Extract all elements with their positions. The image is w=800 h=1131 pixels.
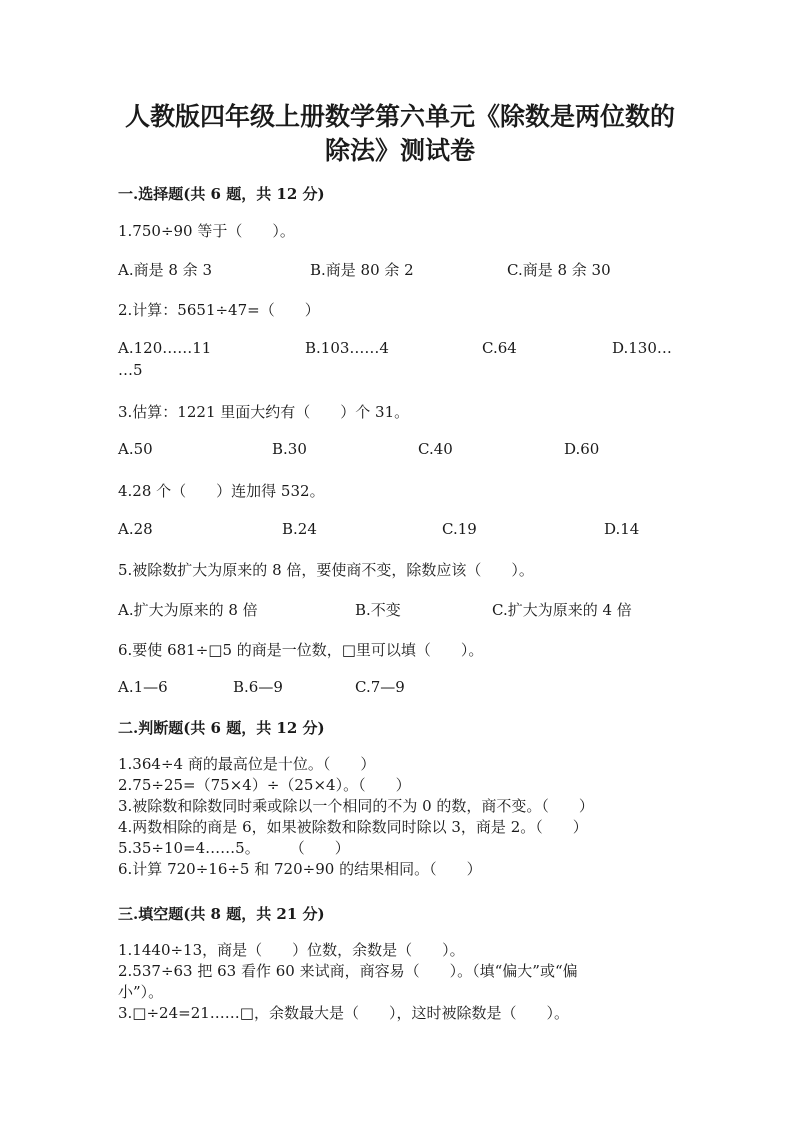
- page-title-line-1: 人教版四年级上册数学第六单元《除数是两位数的: [124, 102, 675, 131]
- section-heading-judge: 二.判断题(共 6 题，共 12 分): [118, 719, 325, 737]
- choice-question-4: 4.28 个（ ）连加得 532。: [118, 482, 325, 500]
- choice-q6-option-c: C.7—9: [355, 678, 405, 696]
- choice-question-5: 5.被除数扩大为原来的 8 倍，要使商不变，除数应该（ ）。: [118, 561, 534, 579]
- choice-q4-option-c: C.19: [442, 520, 477, 538]
- fill-list: [118, 940, 578, 1024]
- section-heading-choice: 一.选择题(共 6 题，共 12 分): [118, 185, 325, 203]
- choice-q4-option-b: B.24: [282, 520, 317, 538]
- choice-q4-option-d: D.14: [604, 520, 640, 538]
- choice-q3-option-c: C.40: [418, 440, 453, 458]
- choice-q3-option-b: B.30: [272, 440, 307, 458]
- choice-q5-option-a: A.扩大为原来的 8 倍: [118, 601, 258, 619]
- choice-q5-option-c: C.扩大为原来的 4 倍: [492, 601, 632, 619]
- judge-item-6: 6.计算 720÷16÷5 和 720÷90 的结果相同。（ ）: [118, 860, 482, 878]
- choice-question-1: 1.750÷90 等于（ ）。: [118, 222, 295, 240]
- choice-q2-option-b: B.103……4: [305, 339, 389, 357]
- judge-item-4: 4.两数相除的商是 6，如果被除数和除数同时除以 3，商是 2。（ ）: [118, 818, 588, 836]
- choice-q2-option-d-continued: …5: [118, 361, 143, 379]
- choice-q6-option-a: A.1—6: [118, 678, 168, 696]
- judge-item-1: 1.364÷4 商的最高位是十位。（ ）: [118, 755, 376, 773]
- judge-list: [118, 754, 594, 880]
- fill-item-2: 2.537÷63 把 63 看作 60 来试商，商容易（ ）。（填“偏大”或“偏: [118, 962, 578, 980]
- page-title-line-2: 除法》测试卷: [324, 136, 475, 165]
- choice-q3-option-a: A.50: [118, 440, 153, 458]
- choice-question-2: 2.计算：5651÷47=（ ）: [118, 301, 320, 319]
- choice-question-6: 6.要使 681÷□5 的商是一位数，□里可以填（ ）。: [118, 641, 484, 659]
- section-heading-fill: 三.填空题(共 8 题，共 21 分): [118, 905, 325, 923]
- choice-q3-option-d: D.60: [564, 440, 600, 458]
- choice-q6-option-b: B.6—9: [233, 678, 283, 696]
- judge-item-5: 5.35÷10=4……5。 （ ）: [118, 839, 350, 857]
- choice-q4-option-a: A.28: [118, 520, 153, 538]
- choice-q2-option-c: C.64: [482, 339, 517, 357]
- choice-q1-option-c: C.商是 8 余 30: [507, 261, 611, 279]
- judge-item-2: 2.75÷25=（75×4）÷（25×4）。（ ）: [118, 776, 411, 794]
- choice-q1-option-a: A.商是 8 余 3: [118, 261, 212, 279]
- choice-q2-option-d: D.130…: [612, 339, 672, 357]
- choice-q2-option-a: A.120……11: [118, 339, 212, 357]
- fill-item-2-continued: 小”）。: [118, 983, 164, 1001]
- choice-q1-option-b: B.商是 80 余 2: [310, 261, 414, 279]
- fill-item-3: 3.□÷24=21……□，余数最大是（ ），这时被除数是（ ）。: [118, 1004, 569, 1022]
- choice-q5-option-b: B.不变: [355, 601, 401, 619]
- fill-item-1: 1.1440÷13，商是（ ）位数，余数是（ ）。: [118, 941, 465, 959]
- choice-question-3: 3.估算：1221 里面大约有（ ）个 31。: [118, 403, 410, 421]
- judge-item-3: 3.被除数和除数同时乘或除以一个相同的不为 0 的数，商不变。（ ）: [118, 797, 594, 815]
